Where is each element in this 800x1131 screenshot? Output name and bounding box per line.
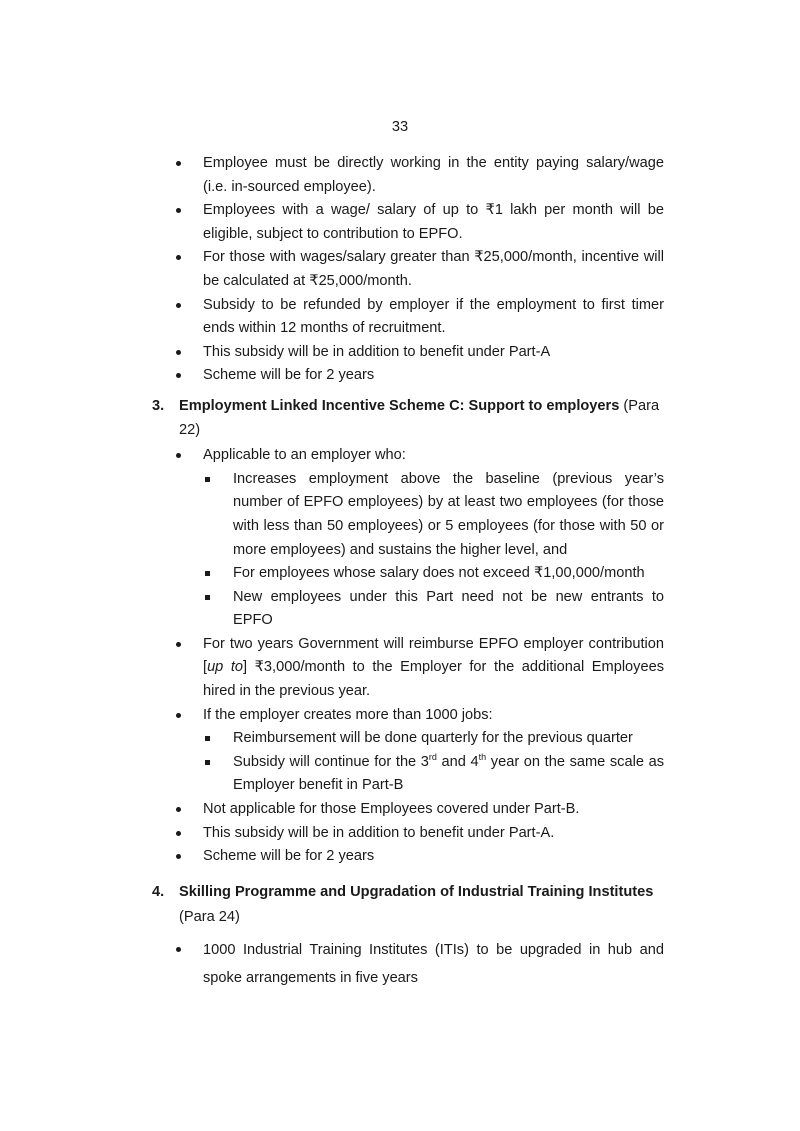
bullet-icon bbox=[176, 161, 181, 166]
sub-list-item bbox=[148, 751, 664, 798]
sub-list-item bbox=[148, 562, 664, 586]
list-item bbox=[148, 294, 664, 341]
list-item bbox=[148, 633, 664, 704]
para-reference: (Para 24) bbox=[179, 908, 240, 925]
list-item bbox=[148, 152, 664, 199]
bullet-text: Not applicable for those Employees covered under Part-B. bbox=[203, 801, 580, 818]
bullet-text: For two years Government will reimburse EPFO employer contribution [up to] ₹3,000/month to the Employer for the additional Employees hired in the previous year. bbox=[203, 635, 665, 700]
square-bullet-icon bbox=[205, 595, 210, 600]
section-title: Skilling Programme and Upgradation of Industrial Training Institutes bbox=[179, 883, 654, 900]
superscript: th bbox=[478, 751, 487, 762]
italic-text: up to bbox=[207, 659, 244, 676]
bullet-icon bbox=[176, 642, 181, 647]
section-number: 4. bbox=[152, 883, 165, 900]
sub-bullet-text: For employees whose salary does not exceed ₹1,00,000/month bbox=[233, 565, 645, 582]
superscript: rd bbox=[428, 751, 437, 762]
bullet-icon bbox=[176, 373, 181, 378]
square-bullet-icon bbox=[205, 477, 210, 482]
bullet-icon bbox=[176, 807, 181, 812]
list-item bbox=[148, 798, 664, 822]
bullet-icon bbox=[176, 303, 181, 308]
bullet-icon bbox=[176, 947, 181, 952]
sub-bullet-text: Increases employment above the baseline (previous year’s number of EPFO employees) by at least two employees (for those with less than 50 employees) or 5 employees (for those with 50 or more employees) and sustains the higher level, and bbox=[233, 470, 664, 558]
list-item bbox=[148, 246, 664, 293]
bullet-text: Scheme will be for 2 years bbox=[203, 367, 375, 384]
bullet-text: Employee must be directly working in the entity paying salary/wage (i.e. in-sourced employee). bbox=[203, 155, 664, 195]
bullet-icon bbox=[176, 854, 181, 859]
section-number: 3. bbox=[152, 397, 165, 414]
para-reference: (Para 22) bbox=[179, 397, 660, 438]
bullet-icon bbox=[176, 713, 181, 718]
bullet-text: Scheme will be for 2 years bbox=[203, 848, 375, 865]
list-item bbox=[148, 444, 664, 468]
list-item bbox=[148, 822, 664, 846]
section-title: Employment Linked Incentive Scheme C: Support to employers bbox=[179, 397, 620, 414]
list-item bbox=[148, 845, 664, 869]
section-4-heading bbox=[148, 880, 664, 930]
bullet-text: This subsidy will be in addition to benefit under Part-A bbox=[203, 343, 551, 360]
bullet-icon bbox=[176, 255, 181, 260]
bullet-text: Applicable to an employer who: bbox=[203, 447, 406, 464]
bullet-text: For those with wages/salary greater than ₹25,000/month, incentive will be calculated at ₹25,000/month. bbox=[203, 249, 664, 289]
bullet-text: If the employer creates more than 1000 jobs: bbox=[203, 706, 493, 723]
list-item bbox=[148, 936, 664, 992]
square-bullet-icon bbox=[205, 736, 210, 741]
section-3-heading bbox=[148, 395, 664, 442]
bullet-text: Subsidy to be refunded by employer if the employment to first timer ends within 12 months of recruitment. bbox=[203, 296, 664, 337]
list-item bbox=[148, 341, 664, 365]
bullet-icon bbox=[176, 453, 181, 458]
bullet-icon bbox=[176, 831, 181, 836]
bullet-text: 1000 Industrial Training Institutes (ITIs) to be upgraded in hub and spoke arrangements in five years bbox=[203, 941, 664, 986]
sub-list-item bbox=[148, 586, 664, 633]
list-item bbox=[148, 364, 664, 388]
square-bullet-icon bbox=[205, 571, 210, 576]
bullet-icon bbox=[176, 350, 181, 355]
bullet-icon bbox=[176, 208, 181, 213]
list-item bbox=[148, 704, 664, 728]
page-number: 33 bbox=[391, 119, 409, 135]
sub-list-item bbox=[148, 468, 664, 562]
bullet-text: This subsidy will be in addition to benefit under Part-A. bbox=[203, 824, 555, 841]
sub-bullet-text: Subsidy will continue for the 3rd and 4th year on the same scale as Employer benefit in Part-B bbox=[233, 751, 664, 794]
list-item bbox=[148, 199, 664, 246]
square-bullet-icon bbox=[205, 760, 210, 765]
sub-bullet-text: Reimbursement will be done quarterly for the previous quarter bbox=[233, 730, 633, 747]
bullet-text: Employees with a wage/ salary of up to ₹1 lakh per month will be eligible, subject to contribution to EPFO. bbox=[203, 202, 664, 242]
sub-list-item bbox=[148, 727, 664, 751]
sub-bullet-text: New employees under this Part need not be new entrants to EPFO bbox=[233, 588, 664, 629]
page-content bbox=[148, 152, 664, 992]
